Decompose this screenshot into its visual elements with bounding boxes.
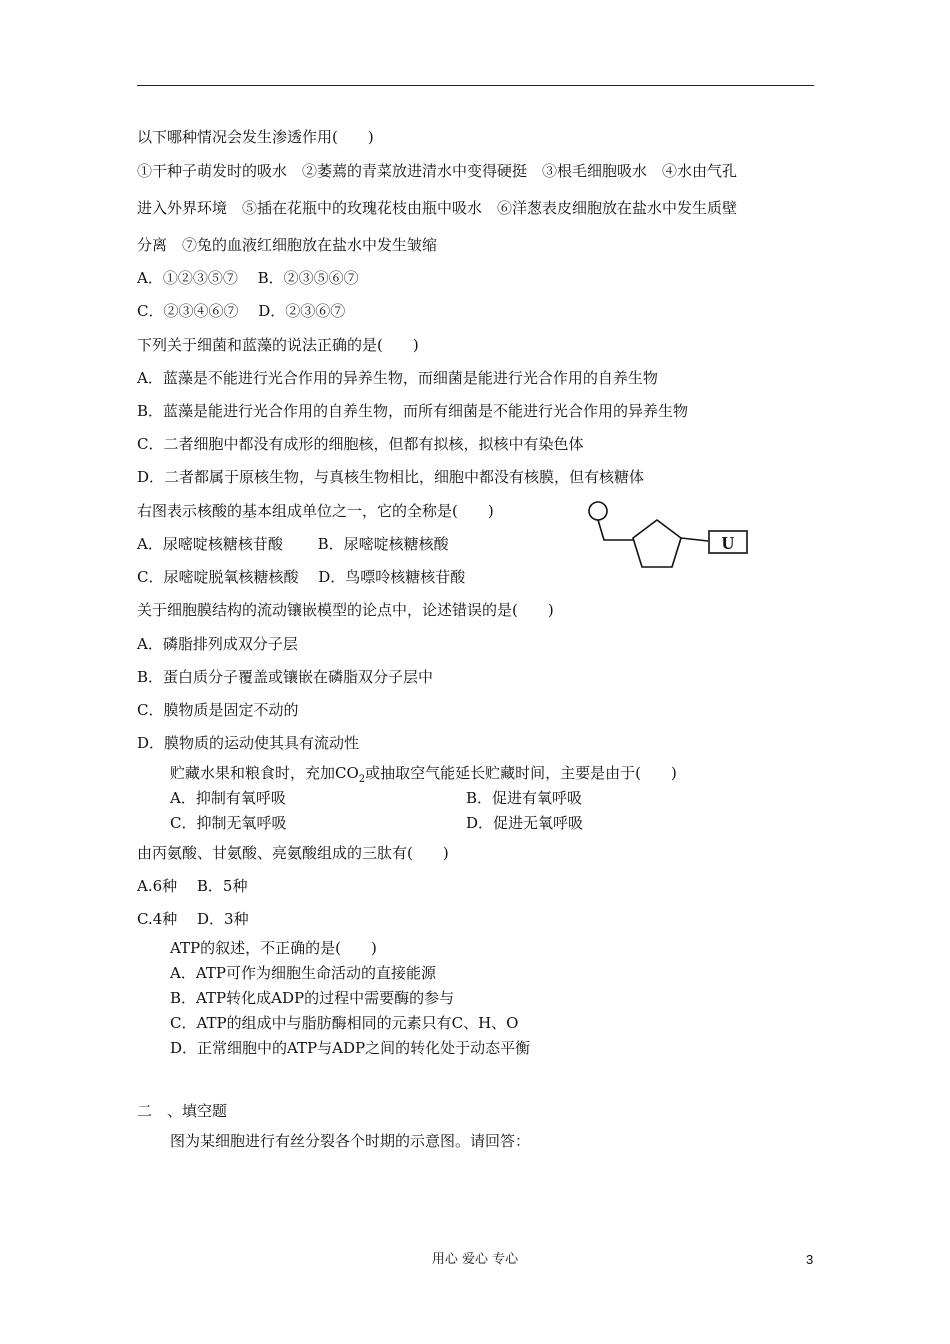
q4-stem: 关于细胞膜结构的流动镶嵌模型的论点中，论述错误的是( ) <box>137 601 554 619</box>
q3-stem: 右图表示核酸的基本组成单位之一，它的全称是( ) <box>137 502 494 520</box>
q6-options-ab: A.6种 B．5种 <box>137 877 248 895</box>
header-rule <box>137 85 814 86</box>
q1-items-line-3: 分离 ⑦兔的血液红细胞放在盐水中发生皱缩 <box>137 236 438 254</box>
q5-option-b: B．促进有氧呼吸 <box>466 789 583 807</box>
section2-intro: 图为某细胞进行有丝分裂各个时期的示意图。请回答： <box>170 1132 531 1150</box>
q7-option-a: A．ATP可作为细胞生命活动的直接能源 <box>170 964 436 982</box>
q3-options-ab: A．尿嘧啶核糖核苷酸 B．尿嘧啶核糖核酸 <box>137 535 449 553</box>
nucleotide-diagram <box>580 495 755 575</box>
q6-options-cd: C.4种 D．3种 <box>137 910 249 928</box>
phosphate-bond <box>598 520 633 540</box>
base-bond <box>681 538 708 541</box>
q1-stem: 以下哪种情况会发生渗透作用( ) <box>137 128 374 146</box>
q1-items-line-1: ①干种子萌发时的吸水 ②萎蔫的青菜放进清水中变得硬挺 ③根毛细胞吸水 ④水由气孔 <box>137 162 738 180</box>
q2-option-c: C．二者细胞中都没有成形的细胞核，但都有拟核，拟核中有染色体 <box>137 435 584 453</box>
q4-option-a: A．磷脂排列成双分子层 <box>137 635 298 653</box>
q2-option-a: A．蓝藻是不能进行光合作用的异养生物，而细菌是能进行光合作用的自养生物 <box>137 369 658 387</box>
q4-option-b: B．蛋白质分子覆盖或镶嵌在磷脂双分子层中 <box>137 668 434 686</box>
page-number: 3 <box>806 1252 814 1267</box>
base-label: U <box>721 533 735 553</box>
section2-heading: 二 、填空题 <box>137 1102 228 1120</box>
q4-option-d: D．膜物质的运动使其具有流动性 <box>137 734 360 752</box>
q7-stem: ATP的叙述，不正确的是( ) <box>170 939 377 957</box>
q3-options-cd: C．尿嘧啶脱氧核糖核酸 D．鸟嘌呤核糖核苷酸 <box>137 568 466 586</box>
q4-option-c: C．膜物质是固定不动的 <box>137 701 299 719</box>
q2-stem: 下列关于细菌和蓝藻的说法正确的是( ) <box>137 336 419 354</box>
q5-option-d: D．促进无氧呼吸 <box>466 814 584 832</box>
q7-option-b: B．ATP转化成ADP的过程中需要酶的参与 <box>170 989 455 1007</box>
q5-option-c: C．抑制无氧呼吸 <box>170 814 287 832</box>
q6-stem: 由丙氨酸、甘氨酸、亮氨酸组成的三肽有( ) <box>137 844 449 862</box>
q7-option-d: D．正常细胞中的ATP与ADP之间的转化处于动态平衡 <box>170 1039 531 1057</box>
footer-text: 用心 爱心 专心 <box>431 1252 519 1267</box>
q5-option-a: A．抑制有氧呼吸 <box>170 789 286 807</box>
q7-option-c: C．ATP的组成中与脂肪酶相同的元素只有C、H、O <box>170 1014 519 1032</box>
q1-options-cd: C．②③④⑥⑦ D．②③⑥⑦ <box>137 302 346 320</box>
q5-stem: 贮藏水果和粮食时，充加$CO_2$或抽取空气能延长贮藏时间，主要是由于( ) <box>170 764 677 785</box>
q2-option-b: B．蓝藻是能进行光合作用的自养生物，而所有细菌是不能进行光合作用的异养生物 <box>137 402 689 420</box>
q1-items-line-2: 进入外界环境 ⑤插在花瓶中的玫瑰花枝由瓶中吸水 ⑥洋葱表皮细胞放在盐水中发生质壁 <box>137 199 738 217</box>
q1-options-ab: A．①②③⑤⑦ B．②③⑤⑥⑦ <box>137 269 359 287</box>
phosphate-circle <box>589 502 607 520</box>
pentose-ring <box>633 520 681 567</box>
q2-option-d: D．二者都属于原核生物，与真核生物相比，细胞中都没有核膜，但有核糖体 <box>137 468 645 486</box>
